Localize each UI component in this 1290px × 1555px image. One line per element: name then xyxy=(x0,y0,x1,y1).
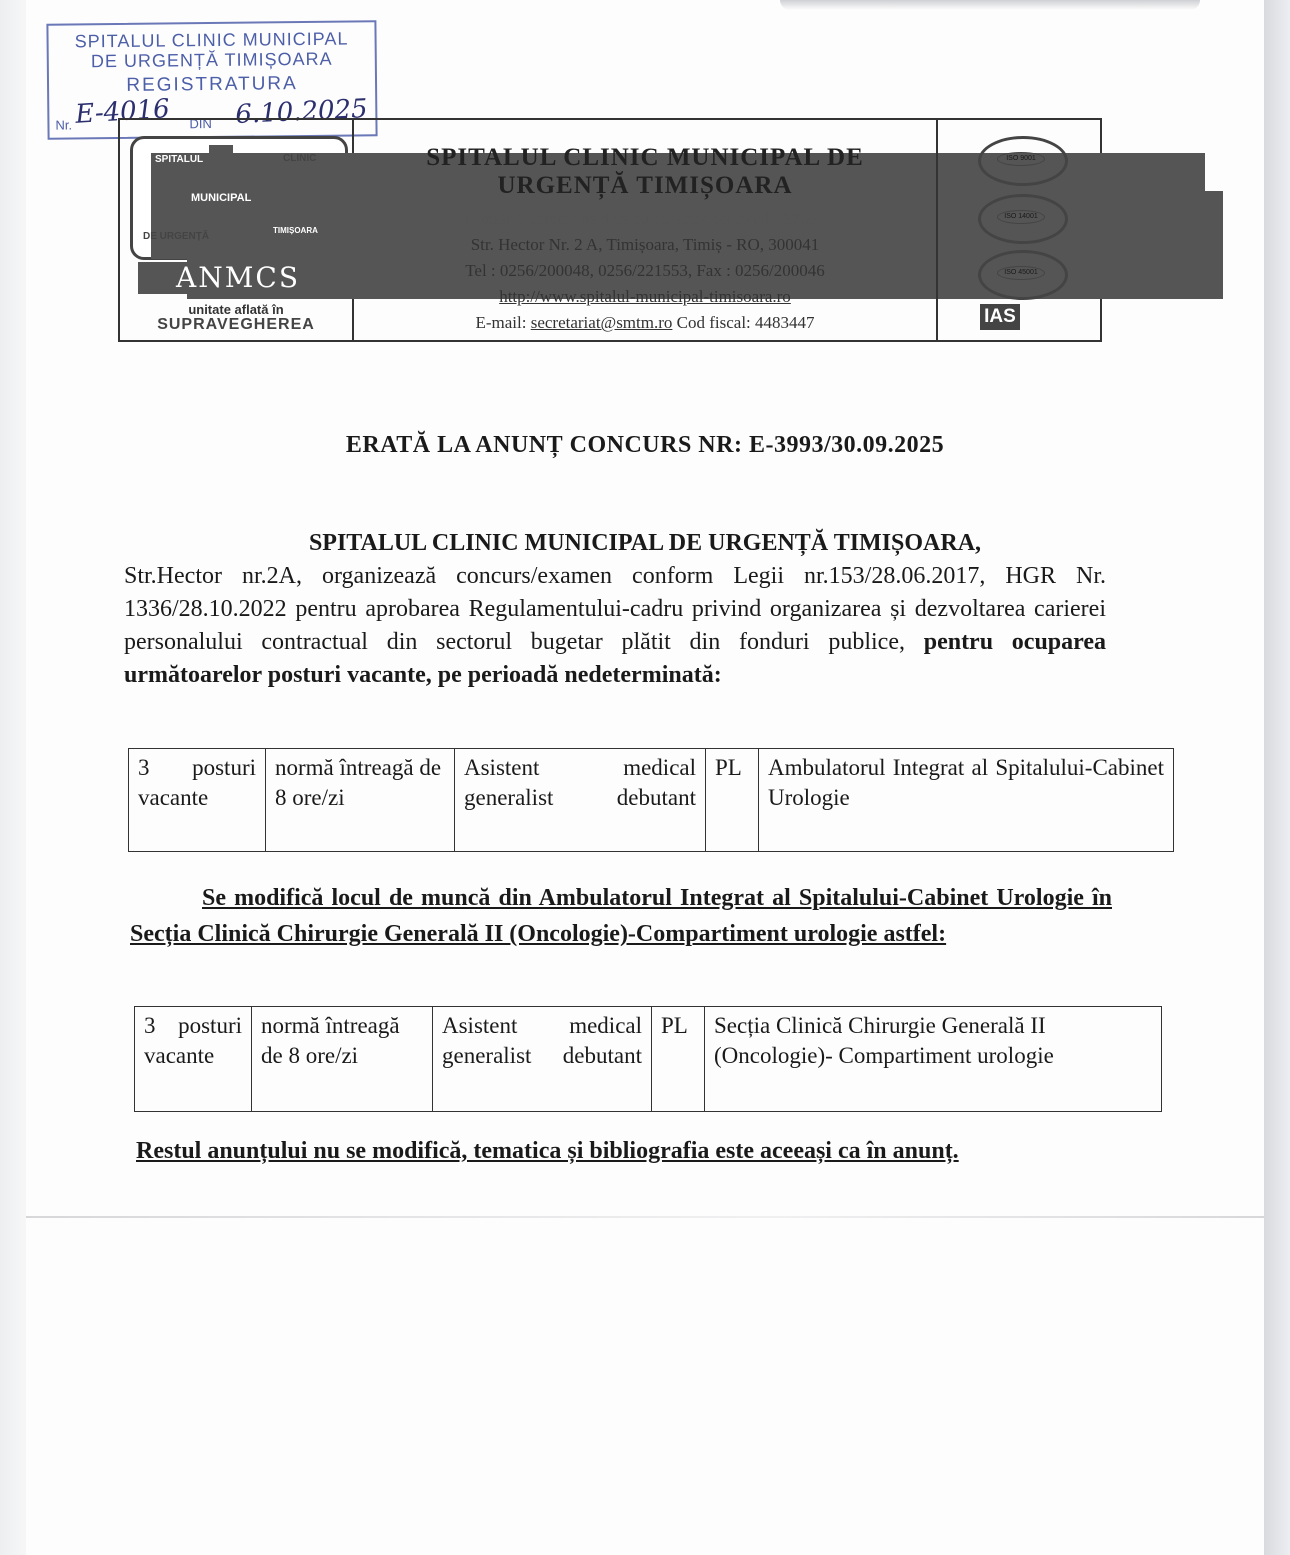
cell-posts: 3 posturi vacante xyxy=(129,749,266,852)
top-shadow xyxy=(780,0,1200,10)
logo-spitalul: SPITALUL xyxy=(151,153,1205,259)
cell-norm: normă întreagă de 8 ore/zi xyxy=(266,749,455,852)
anmcs-logo: ANMCS xyxy=(138,262,338,294)
stamp-line-3: REGISTRATURA xyxy=(126,73,298,96)
cell-norm: normă întreagă de 8 ore/zi xyxy=(252,1007,433,1112)
hospital-info xyxy=(354,120,936,340)
page-right-edge xyxy=(1264,0,1290,1555)
modification-paragraph: Se modifică locul de muncă din Ambulatorul Integrat al Spitalului-Cabinet Urologie în Secția Clinică Chirurgie Generală II (Oncologie)-Compartiment urologie astfel: xyxy=(130,885,1112,947)
stamp-line-2: DE URGENȚĂ TIMIȘOARA xyxy=(90,48,333,72)
positions-table-after xyxy=(134,1006,1162,1112)
page-left-edge xyxy=(0,0,26,1555)
anmcs-supraveghere: SUPRAVEGHEREA xyxy=(157,316,315,333)
logo-cell xyxy=(120,120,354,340)
table-row xyxy=(129,749,1174,852)
document-title: ERATĂ LA ANUNȚ CONCURS NR: E-3993/30.09.2025 xyxy=(345,432,945,458)
email-label: E-mail: xyxy=(475,313,527,332)
hospital-phones: Tel : 0256/200048, 0256/221553, Fax : 0256/200046 xyxy=(465,261,825,280)
stamp-line-1: SPITALUL CLINIC MUNICIPAL xyxy=(74,28,349,52)
intro-text: Str.Hector nr.2A, organizează concurs/examen conform Legii nr.153/28.06.2017, HGR Nr. 1336/28.10.2022 pentru aprobarea Regulamentului-cadru privind organizarea și dezvoltarea carierei personalului contractual din sectorul bugetar plătit din fonduri publice, xyxy=(124,563,1106,655)
stamp-date-value: 6.10.2025 xyxy=(234,94,369,131)
ias-logo: IAS xyxy=(980,304,1020,330)
logo-timisoara: TIMIȘOARA xyxy=(269,225,322,236)
cell-code: PL xyxy=(652,1007,705,1112)
hospital-address: Str. Hector Nr. 2 A, Timișoara, Timiș - RO, 300041 xyxy=(470,235,820,254)
hospital-website xyxy=(354,284,936,310)
stamp-nr-value: E-4016 xyxy=(74,94,171,130)
stamp-din-label: DIN xyxy=(189,116,212,132)
cell-place: Ambulatorul Integrat al Spitalului-Cabinet Urologie xyxy=(759,749,1174,852)
cell-posts: 3 posturi vacante xyxy=(135,1007,252,1112)
logo-clinic: CLINIC xyxy=(283,153,317,164)
iso-9001-icon: ISO 9001 xyxy=(978,136,1068,186)
logo-municipal: MUNICIPAL xyxy=(187,191,1223,299)
operator-number: Număr Operator de date cu caracter personal - 37058 xyxy=(464,209,826,228)
page-fold-line xyxy=(26,1216,1264,1218)
website-link[interactable]: http://www.spitalul-municipal-timisoara.ro xyxy=(499,287,791,306)
iso-45001-icon: ISO 45001 xyxy=(978,250,1068,300)
email-link[interactable]: secretariat@smtm.ro xyxy=(530,313,673,332)
hospital-name-1: SPITALUL CLINIC MUNICIPAL DE xyxy=(426,144,864,171)
cell-place: Secția Clinică Chirurgie Generală II (Oncologie)- Compartiment urologie xyxy=(705,1007,1162,1112)
intro-paragraph xyxy=(124,560,1106,692)
certifications-cell xyxy=(936,120,1102,340)
cell-role: Asistent medical generalist debutant xyxy=(433,1007,652,1112)
logo-de-urgenta: DE URGENȚĂ xyxy=(143,231,210,242)
stamp-nr-label: Nr. xyxy=(55,117,73,133)
hospital-name-2: URGENȚĂ TIMIȘOARA xyxy=(497,172,793,199)
closing-note: Restul anunțului nu se modifică, tematica și bibliografia este aceeași ca în anunț. xyxy=(136,1138,959,1164)
letterhead xyxy=(118,118,1102,342)
cell-role: Asistent medical generalist debutant xyxy=(455,749,706,852)
cell-code: PL xyxy=(706,749,759,852)
iso-14001-icon: ISO 14001 xyxy=(978,194,1068,244)
anmcs-unitate: unitate aflată în xyxy=(188,302,284,317)
hospital-email-row xyxy=(354,310,936,336)
fiscal-code: Cod fiscal: 4483447 xyxy=(676,313,815,332)
table-row xyxy=(135,1007,1162,1112)
intro-bold: pentru ocuparea următoarelor posturi vacante, pe perioadă nedeterminată: xyxy=(124,629,1107,688)
positions-table-before xyxy=(128,748,1174,852)
org-heading: SPITALUL CLINIC MUNICIPAL DE URGENȚĂ TIMIȘOARA, xyxy=(308,530,982,556)
hospital-logo xyxy=(130,136,348,260)
